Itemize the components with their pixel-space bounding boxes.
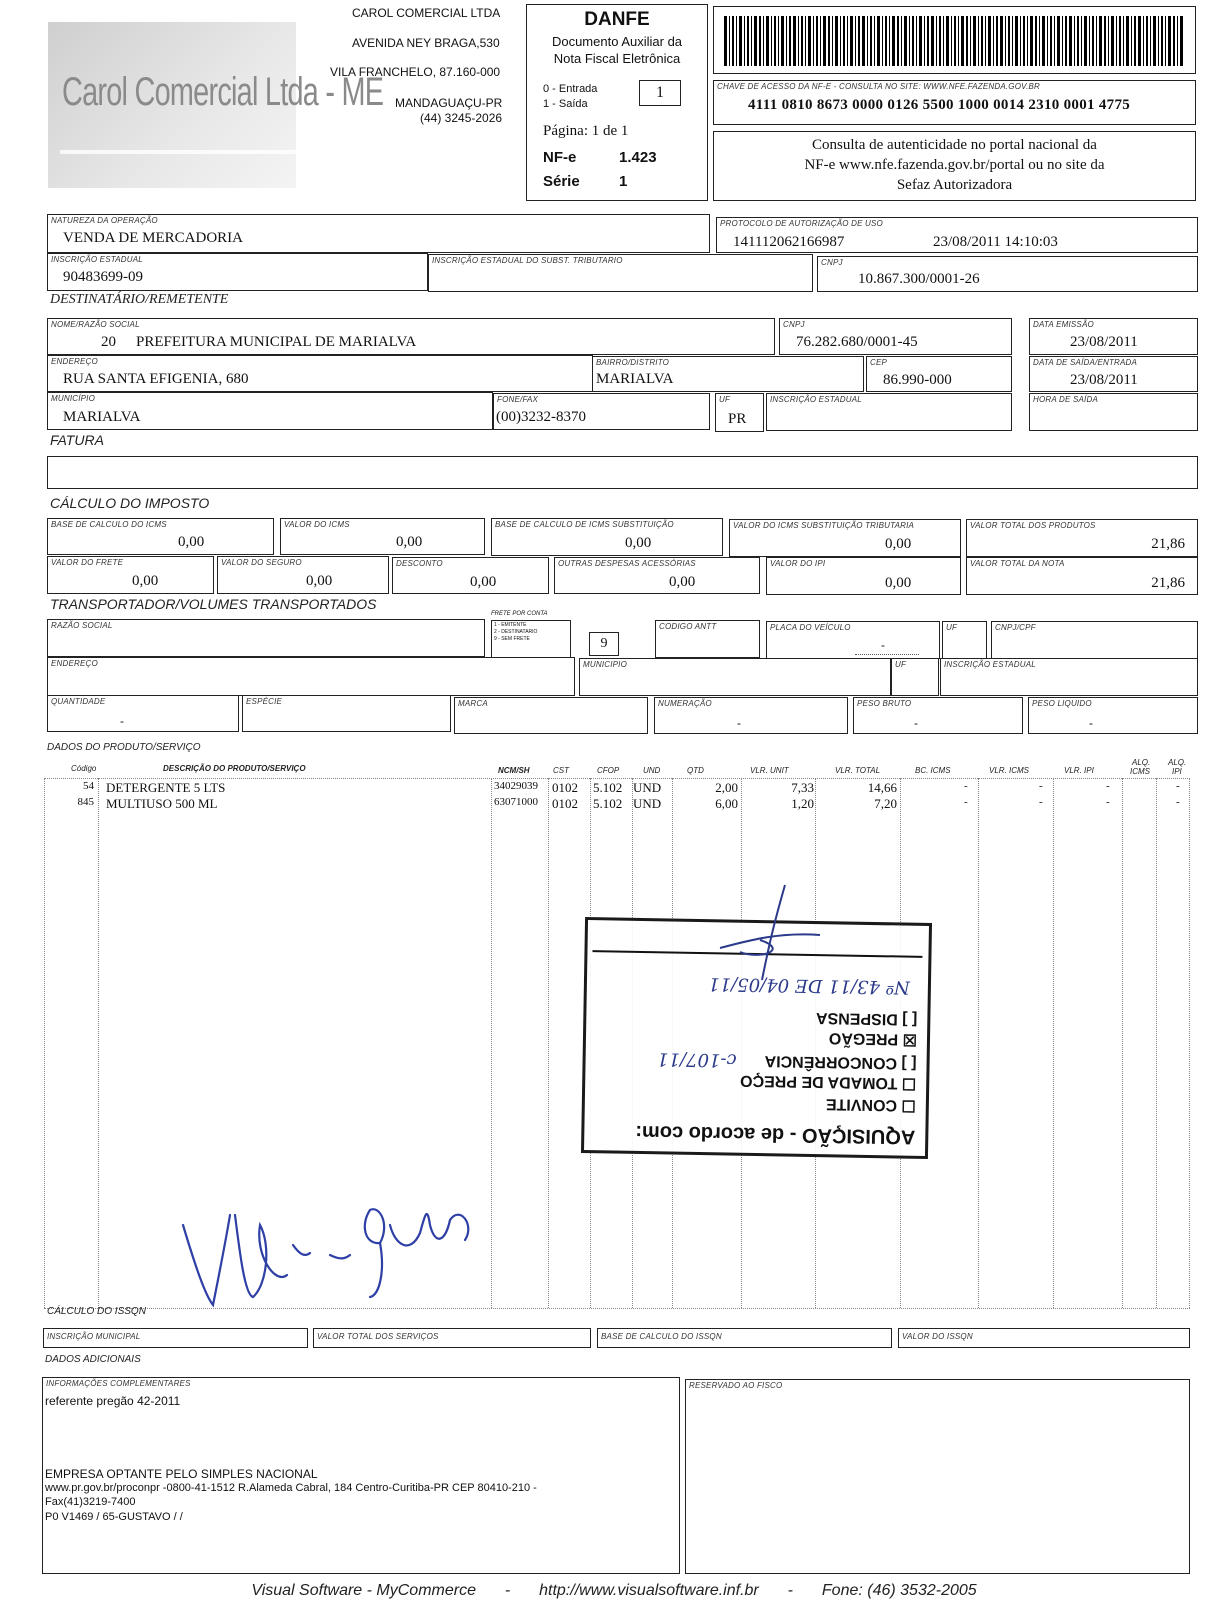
fisco-label: RESERVADO AO FISCO: [689, 1381, 783, 1390]
stamp-option-dispensa: [ ] DISPENSA: [815, 1009, 918, 1028]
ie-label: INSCRIÇÃO ESTADUAL: [51, 255, 143, 264]
issuer-logo-text: Carol Comercial Ltda - ME: [62, 70, 384, 114]
uf-label: UF: [719, 395, 731, 404]
recipient-code: 20: [101, 334, 116, 350]
stamp-option-tomada: ☐ TOMADA DE PREÇO: [739, 1071, 917, 1092]
header-codigo: Código: [71, 764, 97, 773]
fone-box: [493, 393, 710, 430]
transport-cnpj-label: CNPJ/CPF: [995, 623, 1036, 632]
row-codigo: 845: [77, 796, 94, 808]
header-bc-icms: BC. ICMS: [915, 766, 951, 775]
valor-st-label: VALOR DO ICMS SUBSTITUIÇÃO TRIBUTARIA: [733, 521, 915, 530]
recipient-section: DESTINATÁRIO/REMETENTE: [50, 292, 229, 307]
row-cst: 0102: [552, 780, 578, 795]
stamp-option-convite-label: CONVITE: [825, 1095, 898, 1114]
fatura-section: FATURA: [50, 432, 104, 448]
uf-value: PR: [728, 411, 747, 427]
row-cfop: 5.102: [593, 796, 623, 811]
header-alq-ipi-2: IPI: [1172, 767, 1182, 776]
protocolo-value: 141112062166987: [733, 234, 845, 250]
stamp-option-concorrencia-label: CONCORRÊNCIA: [764, 1052, 898, 1072]
serie-label: Série: [543, 173, 580, 190]
stamp-option-dispensa-label: DISPENSA: [815, 1009, 898, 1028]
stamp-header: AQUISIÇÃO - de acordo com:: [635, 1120, 916, 1148]
cep-label: CEP: [870, 358, 888, 367]
ipi-label: VALOR DO IPI: [770, 559, 826, 568]
issuer-name: CAROL COMERCIAL LTDA: [352, 6, 501, 20]
protocolo-box: [716, 217, 1198, 253]
liquido-box: [1028, 697, 1198, 734]
cnpj-label: CNPJ: [821, 258, 843, 267]
danfe-page: Página: 1 de 1: [543, 123, 629, 139]
liquido-label: PESO LIQUIDO: [1032, 699, 1092, 708]
antt-box: [655, 620, 760, 658]
footer-software: Visual Software - MyCommerce: [251, 1582, 476, 1599]
info-line-2: EMPRESA OPTANTE PELO SIMPLES NACIONAL: [45, 1467, 318, 1481]
row-vlr-unit: 1,20: [791, 796, 814, 811]
transport-uf-box: [942, 621, 987, 659]
row-und: UND: [633, 796, 662, 811]
protocolo-date: 23/08/2011 14:10:03: [933, 234, 1058, 250]
emissao-value: 23/08/2011: [1070, 334, 1138, 350]
hora-label: HORA DE SAÍDA: [1033, 395, 1098, 404]
uf-box: [715, 393, 764, 432]
row-vlr-ipi: -: [1106, 780, 1110, 792]
recipient-cnpj: 76.282.680/0001-45: [796, 334, 918, 350]
transport-razao-label: RAZÃO SOCIAL: [51, 621, 113, 630]
ipi-box: [766, 557, 961, 595]
header-cst: CST: [553, 766, 569, 775]
transport-municipio-box: [579, 658, 891, 696]
base-st-box: [491, 518, 723, 556]
header-vlr-ipi: VLR. IPI: [1064, 766, 1094, 775]
danfe-box: [526, 4, 708, 201]
row-alq-ipi: -: [1176, 780, 1180, 792]
issuer-logo: [48, 22, 384, 188]
ie-st-box: [428, 254, 813, 292]
cnpj-value: 10.867.300/0001-26: [858, 271, 980, 287]
frete-value: 0,00: [132, 573, 159, 589]
transport-cnpj-box: [991, 621, 1198, 659]
bruto-box: [853, 697, 1023, 734]
ie-value: 90483699-09: [63, 269, 143, 285]
row-qtd: 6,00: [715, 796, 738, 811]
seguro-value: 0,00: [306, 573, 333, 589]
desconto-box: [392, 557, 549, 594]
transport-endereco-box: [47, 657, 575, 696]
especie-label: ESPÉCIE: [246, 697, 283, 706]
issqn-base-label: BASE DE CALCULO DO ISSQN: [601, 1332, 722, 1341]
total-prod-box: [966, 519, 1198, 557]
outras-value: 0,00: [669, 574, 696, 590]
consult-line-3: Sefaz Autorizadora: [896, 177, 1013, 193]
transport-razao-box: [47, 619, 485, 657]
fisco-box: [685, 1379, 1190, 1574]
municipio-label: MUNICÍPIO: [51, 394, 96, 403]
row-bc-icms: -: [964, 796, 968, 808]
consult-box: [713, 131, 1196, 201]
servicos-box: [313, 1328, 591, 1348]
info-complementares-label: INFORMAÇÕES COMPLEMENTARES: [46, 1379, 191, 1388]
recipient-ie-label: INSCRIÇÃO ESTADUAL: [770, 395, 862, 404]
header-descricao: DESCRIÇÃO DO PRODUTO/SERVIÇO: [163, 764, 306, 773]
issuer-district: VILA FRANCHELO, 87.160-000: [330, 65, 501, 79]
antt-label: CODIGO ANTT: [659, 622, 717, 631]
seguro-label: VALOR DO SEGURO: [221, 558, 302, 567]
recipient-name-label: NOME/RAZÃO SOCIAL: [51, 320, 140, 329]
footer-phone: Fone: (46) 3532-2005: [821, 1582, 977, 1599]
row-vlr-total: 7,20: [874, 796, 897, 811]
nfe-label: NF-e: [543, 149, 577, 166]
frete-por-conta-label: FRETE POR CONTA: [491, 611, 548, 617]
footer-sep-2: -: [787, 1582, 793, 1599]
numeracao-box: [654, 697, 848, 734]
signature: [175, 1185, 495, 1315]
cnpj-box: [817, 256, 1198, 292]
row-descricao: DETERGENTE 5 LTS: [106, 780, 226, 795]
valor-st-value: 0,00: [885, 536, 912, 552]
issuer-city: MANDAGUAÇU-PR: [395, 96, 503, 110]
total-nota-value: 21,86: [1151, 575, 1185, 591]
info-line-1: referente pregão 42-2011: [45, 1394, 181, 1408]
bairro-label: BAIRRO/DISTRITO: [596, 358, 670, 367]
barcode-image: [724, 16, 1184, 66]
issqn-section: CÁLCULO DO ISSQN: [47, 1306, 146, 1317]
address-value: RUA SANTA EFIGENIA, 680: [63, 371, 249, 387]
natureza-label: NATUREZA DA OPERAÇÃO: [51, 216, 158, 225]
fone-value: (00)3232-8370: [496, 409, 586, 425]
total-nota-label: VALOR TOTAL DA NOTA: [970, 559, 1065, 568]
municipio-box: [47, 392, 493, 430]
address-label: ENDEREÇO: [51, 357, 98, 366]
stamp-footer: Nº 43/11 DE 04/05/11: [708, 973, 911, 998]
address-box: [47, 355, 593, 392]
stamp-option-tomada-label: TOMADA DE PREÇO: [739, 1071, 898, 1092]
row-vlr-total: 14,66: [867, 780, 897, 795]
outras-label: OUTRAS DESPESAS ACESSÓRIAS: [558, 559, 696, 568]
info-line-3: www.pr.gov.br/proconpr -0800-41-1512 R.Alameda Cabral, 184 Centro-Curitiba-PR CEP 80410-210 -: [45, 1482, 537, 1494]
total-prod-value: 21,86: [1151, 536, 1185, 552]
row-cfop: 5.102: [593, 780, 623, 795]
valor-icms-value: 0,00: [396, 534, 423, 550]
qtd-box: [47, 695, 239, 732]
stamp-option-convite: ☐ CONVITE: [825, 1095, 916, 1114]
row-vlr-ipi: -: [1106, 796, 1110, 808]
marca-label: MARCA: [458, 699, 488, 708]
ie-box: [47, 253, 428, 291]
bruto-label: PESO BRUTO: [857, 699, 912, 708]
barcode-box: [713, 6, 1196, 74]
fatura-box: [47, 456, 1198, 489]
footer-url[interactable]: http://www.visualsoftware.inf.br: [539, 1582, 759, 1599]
municipio-value: MARIALVA: [63, 409, 141, 425]
frete-opt-3: 9 - SEM FRETE: [494, 636, 530, 642]
consult-line-1: Consulta de autenticidade no portal nacional da: [812, 137, 1097, 153]
row-codigo: 54: [83, 780, 94, 792]
transport-uf2-label: UF: [895, 660, 907, 669]
base-icms-box: [47, 518, 274, 555]
base-st-label: BASE DE CALCULO DE ICMS SUBSTITUIÇÃO: [495, 520, 674, 529]
rubric-mark: [700, 880, 840, 1020]
total-prod-label: VALOR TOTAL DOS PRODUTOS: [970, 521, 1096, 530]
servicos-label: VALOR TOTAL DOS SERVIÇOS: [317, 1332, 439, 1341]
danfe-entry: 0 - Entrada: [543, 83, 598, 95]
outras-box: [554, 557, 760, 594]
danfe-subtitle-2: Nota Fiscal Eletrônica: [553, 51, 681, 66]
issqn-valor-label: VALOR DO ISSQN: [902, 1332, 973, 1341]
marca-box: [454, 697, 648, 734]
transport-section: TRANSPORTADOR/VOLUMES TRANSPORTADOS: [50, 596, 377, 612]
placa-box: [766, 621, 940, 659]
bairro-box: [592, 356, 864, 392]
emissao-box: [1029, 318, 1198, 355]
frete-label: VALOR DO FRETE: [51, 558, 124, 567]
frete-por-conta-options: [491, 620, 571, 658]
access-key-box: [713, 80, 1196, 125]
danfe-type-value: 1: [639, 80, 681, 106]
info-complementares-box: [42, 1377, 680, 1574]
emissao-label: DATA EMISSÃO: [1033, 320, 1094, 329]
ie-st-label: INSCRIÇÃO ESTADUAL DO SUBST. TRIBUTARIO: [432, 256, 623, 265]
recipient-cnpj-box: [779, 318, 1012, 355]
header-vlr-total: VLR. TOTAL: [835, 766, 881, 775]
frete-opt-2: 2 - DESTINATARIO: [494, 629, 538, 635]
protocolo-label: PROTOCOLO DE AUTORIZAÇÃO DE USO: [720, 219, 883, 228]
recipient-ie-box: [766, 393, 1012, 431]
header-qtd: QTD: [687, 766, 704, 775]
especie-box: [242, 695, 451, 732]
base-icms-label: BASE DE CALCULO DO ICMS: [51, 520, 167, 529]
transport-endereco-label: ENDEREÇO: [51, 659, 98, 668]
row-alq-ipi: -: [1176, 796, 1180, 808]
liquido-value: -: [1089, 716, 1093, 730]
stamp-option-pregao-label: PREGÃO: [828, 1029, 899, 1048]
footer-sep-1: -: [504, 1582, 511, 1599]
natureza-box: [47, 214, 710, 253]
header-alq-icms-2: ICMS: [1130, 767, 1150, 776]
stamp-handwritten-ref: c-107/11: [656, 1048, 737, 1071]
bruto-value: -: [914, 716, 918, 730]
transport-uf2-box: [891, 658, 939, 696]
transport-ie-box: [940, 658, 1198, 696]
info-line-5: P0 V1469 / 65-GUSTAVO / /: [45, 1511, 183, 1523]
header-ncm: NCM/SH: [498, 766, 530, 775]
consult-line-2: NF-e www.nfe.fazenda.gov.br/portal ou no site da: [804, 157, 1105, 173]
base-st-value: 0,00: [625, 535, 652, 551]
ipi-value: 0,00: [885, 575, 912, 591]
access-key-label: CHAVE DE ACESSO DA NF-E - CONSULTA NO SITE: WWW.NFE.FAZENDA.GOV.BR: [717, 82, 1041, 91]
row-cst: 0102: [552, 796, 578, 811]
danfe-title: DANFE: [584, 9, 650, 30]
additional-section: DADOS ADICIONAIS: [45, 1354, 141, 1365]
transport-ie-label: INSCRIÇÃO ESTADUAL: [944, 660, 1036, 669]
seguro-box: [217, 556, 389, 594]
issqn-base-box: [597, 1328, 892, 1348]
saida-box: [1029, 356, 1198, 392]
desconto-value: 0,00: [470, 574, 497, 590]
stamp-option-concorrencia: [ ] CONCORRÊNCIA: [764, 1052, 917, 1072]
total-nota-box: [966, 557, 1198, 595]
valor-st-box: [729, 519, 961, 557]
row-vlr-unit: 7,33: [791, 780, 814, 795]
row-und: UND: [633, 780, 662, 795]
row-vlr-icms: -: [1039, 796, 1043, 808]
row-ncm: 34029039: [494, 780, 538, 792]
row-vlr-icms: -: [1039, 780, 1043, 792]
recipient-cnpj-label: CNPJ: [783, 320, 805, 329]
frete-box: [47, 556, 214, 594]
recipient-name-box: [47, 318, 775, 355]
cep-value: 86.990-000: [883, 372, 952, 388]
nfe-number: 1.423: [619, 149, 657, 166]
im-box: [43, 1328, 308, 1348]
saida-value: 23/08/2011: [1070, 372, 1138, 388]
row-descricao: MULTIUSO 500 ML: [106, 796, 218, 811]
placa-value: -: [881, 638, 885, 652]
saida-label: DATA DE SAÍDA/ENTRADA: [1033, 358, 1138, 367]
im-label: INSCRIÇÃO MUNICIPAL: [47, 1332, 141, 1341]
natureza-value: VENDA DE MERCADORIA: [63, 230, 243, 246]
fone-label: FONE/FAX: [497, 395, 539, 404]
qtd-value: -: [120, 714, 124, 728]
placa-label: PLACA DO VEÍCULO: [770, 623, 851, 632]
header-alq-ipi-1: ALQ.: [1168, 758, 1187, 767]
cep-box: [866, 356, 1012, 392]
frete-opt-1: 1 - EMITENTE: [494, 622, 527, 628]
valor-icms-box: [280, 518, 485, 555]
header-cfop: CFOP: [597, 766, 620, 775]
base-icms-value: 0,00: [178, 534, 205, 550]
row-qtd: 2,00: [715, 780, 738, 795]
frete-por-conta: [491, 611, 651, 658]
row-bc-icms: -: [964, 780, 968, 792]
access-key: 4111 0810 8673 0000 0126 5500 1000 0014 2310 0001 4775: [748, 97, 1131, 113]
row-ncm: 63071000: [494, 796, 538, 808]
numeracao-label: NUMERAÇÃO: [658, 699, 712, 708]
issqn-valor-box: [898, 1328, 1190, 1348]
header-alq-icms-1: ALQ.: [1132, 758, 1151, 767]
header-vlr-icms: VLR. ICMS: [989, 766, 1030, 775]
products-section: DADOS DO PRODUTO/SERVIÇO: [47, 742, 201, 753]
qtd-label: QUANTIDADE: [51, 697, 106, 706]
desconto-label: DESCONTO: [396, 559, 443, 568]
danfe-exit: 1 - Saída: [543, 98, 588, 110]
stamp-option-pregao: ☒ PREGÃO: [828, 1029, 918, 1048]
valor-icms-label: VALOR DO ICMS: [284, 520, 350, 529]
issuer-address: AVENIDA NEY BRAGA,530: [352, 36, 500, 50]
hora-box: [1029, 393, 1198, 431]
danfe-subtitle-1: Documento Auxiliar da: [551, 34, 683, 49]
imposto-section: CÁLCULO DO IMPOSTO: [50, 495, 210, 511]
header-und: UND: [643, 766, 661, 775]
recipient-name: PREFEITURA MUNICIPAL DE MARIALVA: [136, 334, 417, 350]
frete-por-conta-value: 9: [589, 632, 619, 656]
header-vlr-unit: VLR. UNIT: [750, 766, 789, 775]
info-line-4: Fax(41)3219-7400: [45, 1496, 136, 1508]
transport-municipio-label: MUNICIPIO: [583, 660, 628, 669]
footer: [0, 1582, 1228, 1600]
transport-uf-label: UF: [946, 623, 958, 632]
numeracao-value: -: [737, 716, 741, 730]
serie-number: 1: [619, 173, 628, 190]
issuer-phone: (44) 3245-2026: [420, 111, 503, 125]
bairro-value: MARIALVA: [596, 371, 674, 387]
